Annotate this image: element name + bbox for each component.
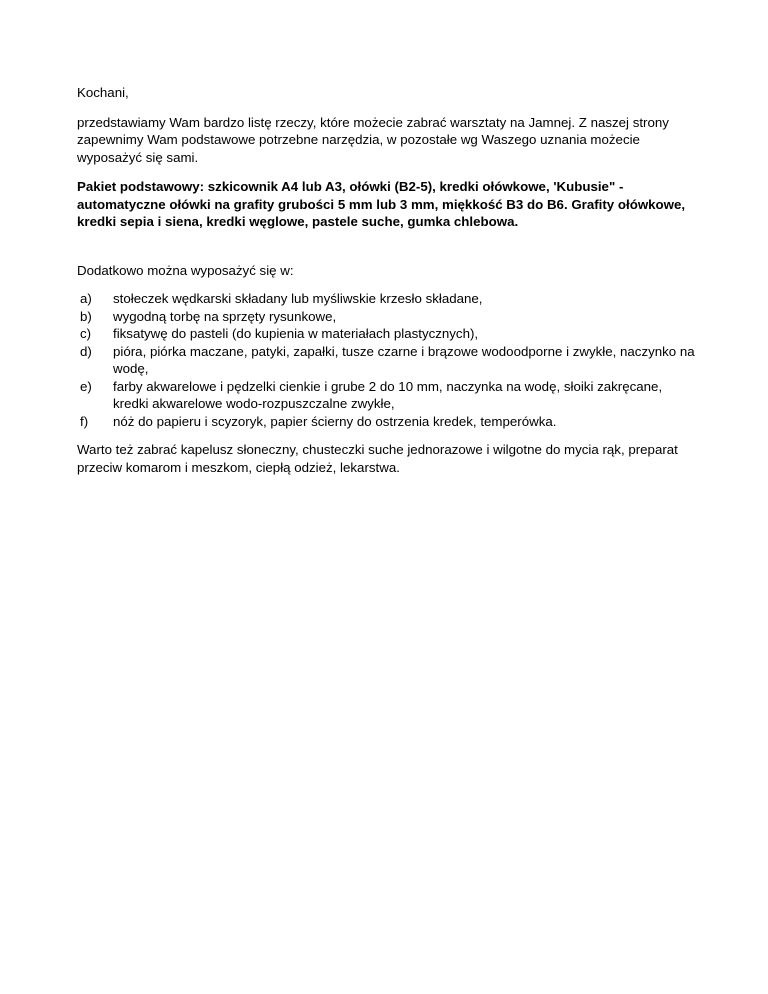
list-item-text: stołeczek wędkarski składany lub myśliwskie krzesło składane, [113,291,483,306]
list-item-text: farby akwarelowe i pędzelki cienkie i grube 2 do 10 mm, naczynka na wodę, słoiki zakręcane, kredki akwarelowe wodo-rozpuszczalne zwykłe, [113,378,663,411]
list-marker: d) [80,343,92,359]
list-item [77,378,697,413]
closing-paragraph: Warto też zabrać kapelusz słoneczny, chusteczki suche jednorazowe i wilgotne do mycia rąk, preparat przeciw komarom i meszkom, ciepłą odzież, lekarstwa. [77,442,678,475]
list-item [77,325,697,343]
list-item [77,413,697,431]
list-item [77,343,697,378]
list-item [77,290,697,308]
extra-items-list [77,290,697,430]
list-item-text: wygodną torbę na sprzęty rysunkowe, [113,308,337,324]
extra-items-intro: Dodatkowo można wyposażyć się w: [77,262,294,278]
intro-paragraph: przedstawiamy Wam bardzo listę rzeczy, które możecie zabrać warsztaty na Jamnej. Z naszej strony zapewnimy Wam podstawowe potrzebne narzędzia, w pozostałe wg Waszego uznania możecie wyposażyć się sami. [77,114,669,165]
list-item-text: nóż do papieru i scyzoryk, papier ścierny do ostrzenia kredek, temperówka. [113,413,557,429]
list-marker: e) [80,378,92,394]
list-item [77,308,697,326]
basic-package-paragraph: Pakiet podstawowy: szkicownik A4 lub A3, ołówki (B2-5), kredki ołówkowe, 'Kubusie" - automatyczne ołówki na grafity grubości 5 mm lub 3 mm, miękkość B3 do B6. Grafity ołówkowe, kredki sepia i siena, kredki węglowe, pastele suche, gumka chlebowa. [77,179,686,229]
list-marker: b) [80,308,92,324]
list-marker: c) [80,326,92,341]
list-item-text: fiksatywę do pasteli (do kupienia w materiałach plastycznych), [113,326,479,341]
document-page [77,84,697,476]
list-marker: f) [80,413,89,429]
list-marker: a) [80,291,92,306]
list-item-text: pióra, piórka maczane, patyki, zapałki, tusze czarne i brązowe wodoodporne i zwykłe, naczynko na wodę, [113,343,695,376]
greeting: Kochani, [77,85,129,100]
